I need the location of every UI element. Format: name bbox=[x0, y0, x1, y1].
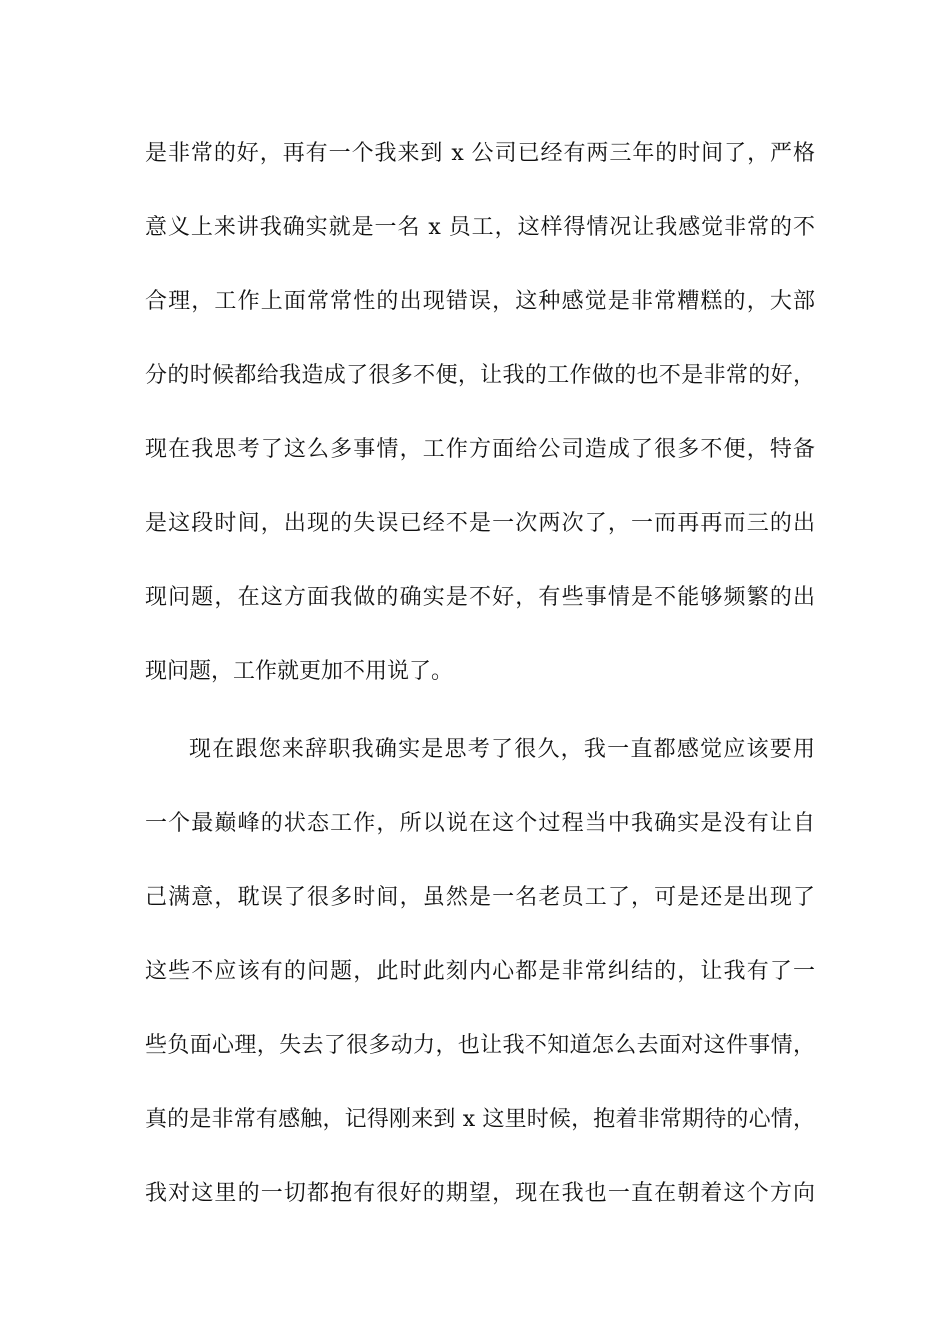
text-line: 一个最巅峰的状态工作，所以说在这个过程当中我确实是没有让自 bbox=[145, 811, 815, 836]
text-line: 意义上来讲我确实就是一名 x 员工，这样得情况让我感觉非常的不 bbox=[145, 215, 815, 240]
text-line: 己满意，耽误了很多时间，虽然是一名老员工了，可是还是出现了 bbox=[145, 885, 815, 910]
text-line: 分的时候都给我造成了很多不便，让我的工作做的也不是非常的好， bbox=[145, 363, 815, 388]
text-line: 真的是非常有感触，记得刚来到 x 这里时候，抱着非常期待的心情， bbox=[145, 1107, 815, 1132]
text-line: 现在我思考了这么多事情，工作方面给公司造成了很多不便，特备 bbox=[145, 437, 815, 462]
text-line: 些负面心理，失去了很多动力，也让我不知道怎么去面对这件事情， bbox=[145, 1033, 815, 1058]
text-line: 是这段时间，出现的失误已经不是一次两次了，一而再再而三的出 bbox=[145, 511, 815, 536]
text-line: 是非常的好，再有一个我来到 x 公司已经有两三年的时间了，严格 bbox=[145, 141, 815, 166]
text-line: 我对这里的一切都抱有很好的期望，现在我也一直在朝着这个方向 bbox=[145, 1181, 815, 1206]
text-line: 现问题，工作就更加不用说了。 bbox=[145, 659, 454, 684]
text-line: 合理，工作上面常常性的出现错误，这种感觉是非常糟糕的，大部 bbox=[145, 289, 815, 314]
text-line: 这些不应该有的问题，此时此刻内心都是非常纠结的，让我有了一 bbox=[145, 959, 815, 984]
text-line: 现问题，在这方面我做的确实是不好，有些事情是不能够频繁的出 bbox=[145, 585, 815, 610]
text-line: 现在跟您来辞职我确实是思考了很久，我一直都感觉应该要用 bbox=[189, 737, 815, 762]
